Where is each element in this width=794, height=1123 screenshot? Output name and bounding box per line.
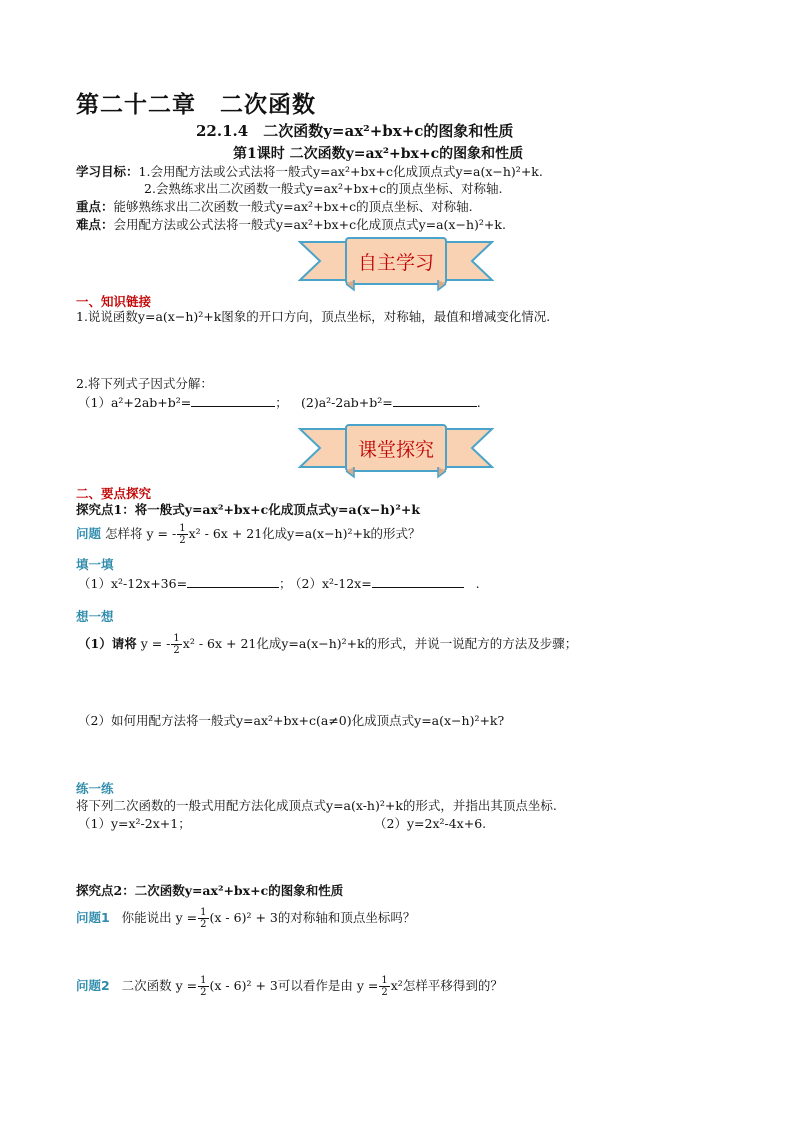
practice-text: 将下列二次函数的一般式用配方法化成顶点式y=a(x-h)²+k的形式，并指出其顶点坐标. bbox=[76, 798, 557, 813]
answer-blank-2a[interactable] bbox=[191, 394, 275, 407]
answer-blank-2b[interactable] bbox=[393, 394, 477, 407]
question-2b bbox=[301, 394, 481, 411]
fill-1-text: （1）x²-12x+36= bbox=[78, 576, 188, 591]
formula-a-tail: x² - 6x + 21 bbox=[188, 526, 263, 541]
fill-1-end: ； bbox=[279, 576, 292, 591]
fraction-den: 2 bbox=[200, 918, 207, 930]
formula-b-tail: (x - 6)² + 3 bbox=[209, 910, 278, 925]
problem-row bbox=[76, 520, 421, 548]
question-2a bbox=[78, 394, 288, 411]
question-1-label: 问题1 bbox=[76, 910, 110, 925]
practice-1: （1）y=x²-2x+1； bbox=[78, 816, 191, 831]
key-text: 能够熟练求出二次函数一般式y=ax²+bx+c的顶点坐标、对称轴. bbox=[113, 199, 473, 214]
fill-2 bbox=[289, 575, 480, 592]
question-2a-text: （1）a²+2ab+b²= bbox=[78, 395, 192, 410]
problem-post: 化成y=a(x−h)²+k的形式？ bbox=[262, 526, 421, 541]
fraction bbox=[198, 975, 208, 998]
difficulty-label: 难点： bbox=[76, 217, 114, 232]
banner-self-study-label: 自主学习 bbox=[357, 252, 434, 274]
banner-class-explore bbox=[298, 423, 494, 479]
think-2: （2）如何用配方法将一般式y=ax²+bx+c(a≠0)化成顶点式y=a(x−h)²+k? bbox=[78, 713, 505, 728]
think-heading: 想一想 bbox=[76, 609, 114, 624]
fraction-num: 1 bbox=[200, 906, 207, 918]
question-row-1 bbox=[76, 903, 415, 933]
formula-c-tail: x² bbox=[390, 978, 403, 993]
section-title: 22.1.4 二次函数y=ax²+bx+c的图象和性质 bbox=[196, 122, 514, 140]
think-1-formula-lead: y = - bbox=[140, 636, 171, 651]
question-2-mid: 可以看作是由 bbox=[277, 978, 353, 993]
goals-label: 学习目标： bbox=[76, 164, 139, 179]
question-1-post: 的对称轴和顶点坐标吗？ bbox=[277, 910, 416, 925]
practice-heading: 练一练 bbox=[76, 781, 114, 796]
think-1-formula-tail: x² - 6x + 21 bbox=[182, 636, 257, 651]
question-2: 2.将下列式子因式分解： bbox=[76, 376, 213, 391]
question-1: 1.说说函数y=a(x−h)²+k图象的开口方向，顶点坐标，对称轴，最值和增减变化情况. bbox=[76, 309, 551, 324]
formula-b-tail: (x - 6)² + 3 bbox=[209, 978, 278, 993]
fraction-den: 2 bbox=[381, 986, 388, 998]
goal-1: 1.会用配方法或公式法将一般式y=ax²+bx+c化成顶点式y=a(x−h)²+k. bbox=[138, 164, 543, 179]
question-2a-end: ； bbox=[275, 395, 288, 410]
lesson-title: 第1课时 二次函数y=ax²+bx+c的图象和性质 bbox=[233, 146, 524, 162]
practice-2: （2）y=2x²-4x+6. bbox=[374, 816, 487, 831]
difficulty-row bbox=[76, 217, 506, 233]
goal-2: 2.会熟练求出二次函数一般式y=ax²+bx+c的顶点坐标、对称轴. bbox=[144, 181, 503, 196]
fill-1 bbox=[78, 575, 292, 592]
problem-pre: 怎样将 bbox=[105, 526, 143, 541]
fraction bbox=[198, 907, 208, 930]
part2-heading: 二、要点探究 bbox=[76, 486, 152, 501]
fraction bbox=[379, 975, 389, 998]
fill-2-text: （2）x²-12x= bbox=[289, 576, 372, 591]
fraction-num: 1 bbox=[173, 632, 180, 644]
think-1-post: 化成y=a(x−h)²+k的形式，并说一说配方的方法及步骤； bbox=[256, 636, 578, 651]
question-row-2 bbox=[76, 971, 503, 1001]
question-1-pre: 你能说出 bbox=[121, 910, 172, 925]
fill-heading: 填一填 bbox=[76, 557, 114, 572]
question-2-label: 问题2 bbox=[76, 978, 110, 993]
fraction-den: 2 bbox=[173, 644, 180, 656]
formula-a-lead: y = - bbox=[146, 526, 177, 541]
key-label: 重点： bbox=[76, 199, 114, 214]
explore-2-heading: 探究点2：二次函数y=ax²+bx+c的图象和性质 bbox=[76, 883, 344, 898]
think-1-pre: （1）请将 bbox=[78, 636, 137, 651]
fraction-num: 1 bbox=[179, 522, 186, 534]
goals-row-1 bbox=[76, 164, 543, 180]
answer-blank-fill-2[interactable] bbox=[372, 575, 464, 588]
key-row bbox=[76, 199, 473, 215]
formula-b-lead: y = bbox=[175, 978, 198, 993]
fraction-num: 1 bbox=[200, 974, 207, 986]
fraction-num: 1 bbox=[381, 974, 388, 986]
fraction-den: 2 bbox=[179, 534, 186, 546]
question-2b-end: . bbox=[476, 395, 481, 410]
answer-blank-fill-1[interactable] bbox=[187, 575, 279, 588]
fill-2-end: . bbox=[475, 576, 480, 591]
formula-c-lead: y = bbox=[356, 978, 379, 993]
fraction-den: 2 bbox=[200, 986, 207, 998]
part1-heading: 一、知识链接 bbox=[76, 294, 152, 309]
problem-label: 问题 bbox=[76, 526, 102, 541]
think-1 bbox=[78, 630, 577, 658]
question-2-pre: 二次函数 bbox=[121, 978, 172, 993]
question-2-post: 怎样平移得到的？ bbox=[402, 978, 503, 993]
fraction bbox=[171, 633, 181, 656]
chapter-title: 第二十二章 二次函数 bbox=[76, 92, 316, 118]
formula-b-lead: y = bbox=[175, 910, 198, 925]
difficulty-text: 会用配方法或公式法将一般式y=ax²+bx+c化成顶点式y=a(x−h)²+k. bbox=[113, 217, 506, 232]
banner-class-explore-label: 课堂探究 bbox=[357, 439, 434, 461]
question-2b-text: (2)a²-2ab+b²= bbox=[301, 395, 393, 410]
explore-1-heading: 探究点1：将一般式y=ax²+bx+c化成顶点式y=a(x−h)²+k bbox=[76, 502, 421, 517]
banner-self-study bbox=[298, 236, 494, 292]
fraction bbox=[177, 523, 187, 546]
